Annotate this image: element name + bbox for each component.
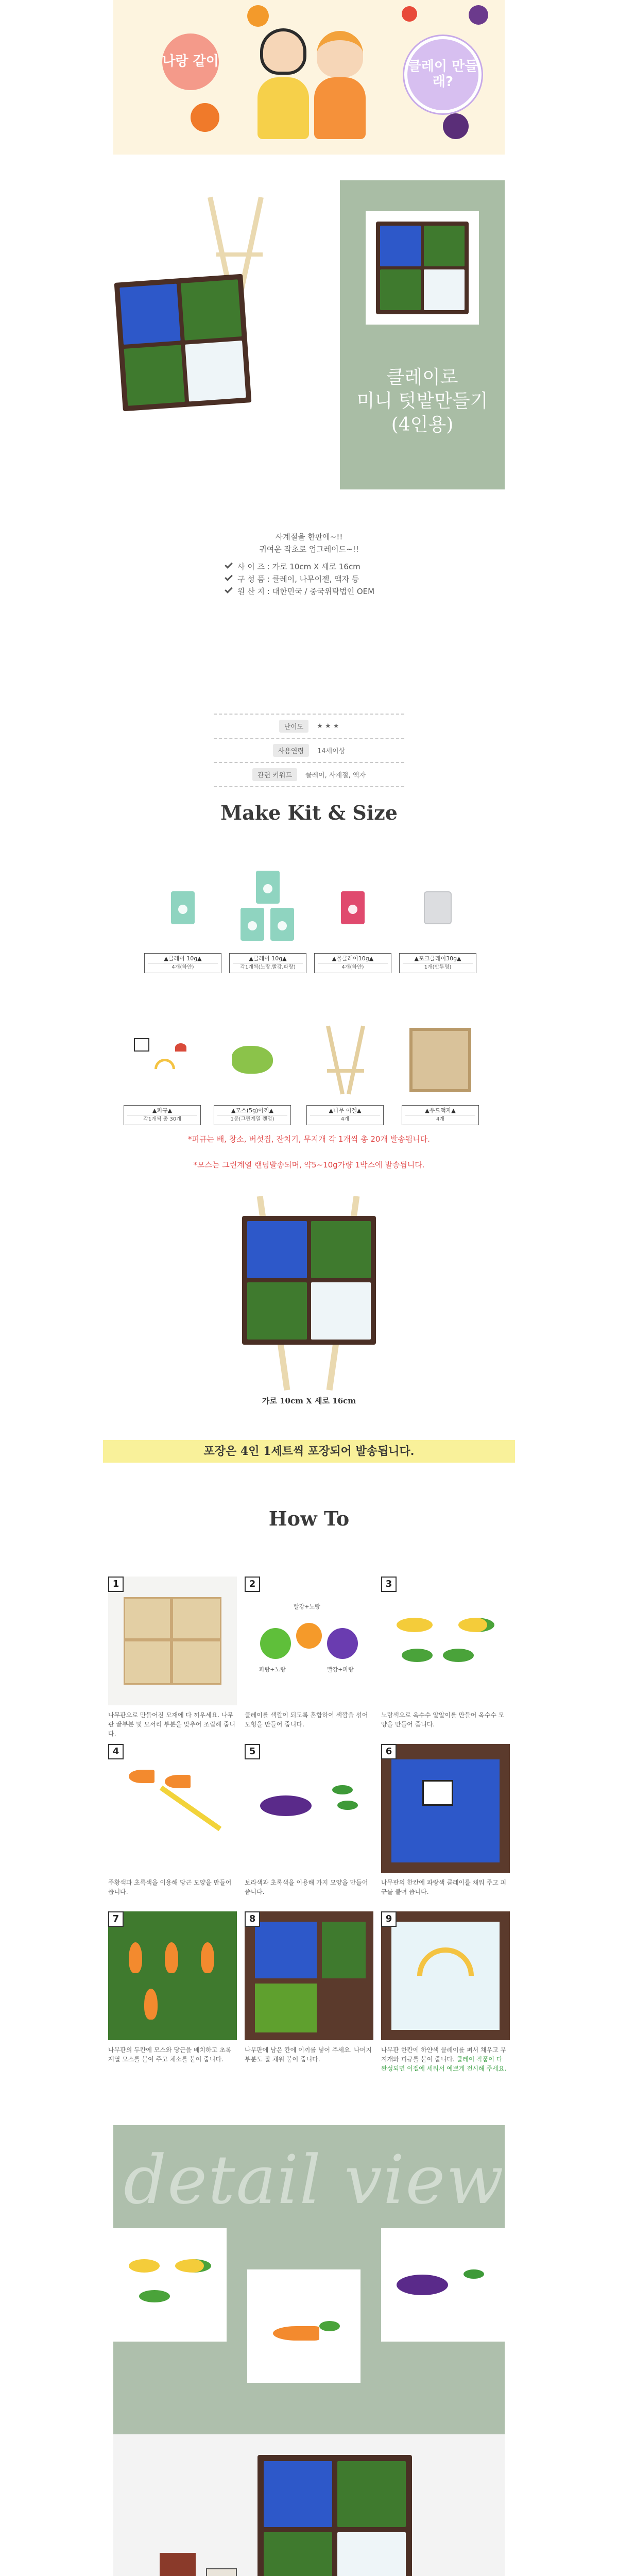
carrot-clay [129, 1942, 142, 1973]
girl-illustration [260, 28, 306, 75]
moss-cell [255, 1984, 317, 2032]
kit-item [144, 871, 221, 973]
step-number: 3 [381, 1577, 397, 1592]
kit-item [214, 1023, 291, 1125]
kit-item [402, 1023, 479, 1125]
detail-photo-corn [113, 2228, 227, 2342]
boy-illustration [317, 31, 363, 77]
blue-clay-cell [255, 1922, 317, 1978]
intro-line: 사계절을 한판에~!! [275, 532, 343, 541]
grape-illustration [469, 5, 488, 25]
divider [214, 738, 404, 739]
clay-pouch [256, 871, 280, 904]
carrot-cell [322, 1922, 366, 1978]
detail-photo-carrot [247, 2269, 360, 2383]
step-6 [381, 1744, 510, 1896]
step-text: 보라색과 초록색을 이용해 가지 모양을 만들어 줍니다. [245, 1879, 368, 1895]
packaging-note: 포장은 4인 1세트씩 포장되어 발송됩니다. [103, 1440, 515, 1463]
clay-ball-green [260, 1628, 291, 1659]
check-icon [225, 585, 233, 594]
carrot-clay [129, 1770, 154, 1783]
tomato-illustration [402, 6, 417, 22]
easel [347, 1026, 365, 1095]
kit-item [306, 1023, 384, 1125]
figure-boat [422, 1780, 453, 1806]
kit-label: ▲물클레이10g▲ 4개(하얀) [314, 953, 391, 973]
clay-pouch [171, 891, 195, 924]
clay-pouch [270, 908, 294, 941]
step-number: 6 [381, 1744, 397, 1759]
size-caption: 가로 10cm X 세로 16cm [262, 1396, 356, 1405]
step-text: 주황색과 초록색을 이용해 당근 모양을 만들어 줍니다. [108, 1879, 232, 1895]
figure-rainbow [154, 1059, 175, 1069]
kit-box-photo [242, 1216, 376, 1345]
orange-illustration [247, 5, 269, 27]
clay-tool [160, 1786, 221, 1831]
corn-clay [458, 1618, 494, 1632]
step-number: 8 [245, 1911, 260, 1927]
age-row: 사용연령 14세이상 [0, 744, 618, 757]
leaf-clay [443, 1649, 474, 1662]
detail-section [113, 2125, 505, 2576]
step-number: 2 [245, 1577, 260, 1592]
carrot-clay [165, 1775, 191, 1788]
product-info [0, 531, 618, 598]
product-photo [113, 180, 340, 489]
easel [216, 252, 263, 257]
check-icon [225, 573, 233, 581]
wood-frame [409, 1028, 471, 1092]
banner-bubble-right: 클레이 만들래? [404, 36, 482, 113]
figure-mushroom [175, 1043, 186, 1052]
divider [214, 714, 404, 715]
leaf-clay [332, 1785, 353, 1794]
step-4 [108, 1744, 237, 1896]
size-photo [221, 1195, 397, 1391]
check-icon [225, 561, 233, 569]
banner-bubble-left: 나랑 같이 [162, 33, 219, 90]
kit-item [314, 871, 391, 973]
info-item: 사 이 즈 : 가로 10cm X 세로 16cm [224, 561, 394, 573]
make-kit-heading: Make Kit & Size [0, 801, 618, 824]
product-title-panel [340, 180, 505, 489]
step-1 [108, 1577, 237, 1738]
step-5 [245, 1744, 373, 1896]
step-9 [381, 1911, 510, 2073]
clay-ball-purple [327, 1628, 358, 1659]
notice-moss: *모스는 그린계열 랜덤발송되며, 약5~10g가량 1박스에 발송됩니다. [193, 1160, 425, 1170]
detail-photo-scene [113, 2434, 505, 2576]
grape-illustration [443, 113, 469, 139]
step-number: 1 [108, 1577, 124, 1592]
eggplant-clay [260, 1795, 312, 1816]
carrot-clay [201, 1942, 214, 1973]
kit-box-photo [114, 274, 252, 412]
keywords-row: 관련 키워드 클레이, 사계절, 액자 [0, 768, 618, 781]
difficulty-stars: ★ ★ ★ [317, 722, 339, 730]
notice-figures: *피규는 배, 창소, 버섯집, 잔치기, 무지개 각 1개씩 총 20개 발송됩니다. [188, 1134, 430, 1144]
step-7 [108, 1911, 237, 2064]
detail-photo-eggplant [381, 2228, 505, 2342]
step-2 [245, 1577, 373, 1729]
carrot-clay [144, 1989, 158, 2020]
step-text: 나무판으로 만들어진 모재에 다 끼우세요. 나무판 끝부분 및 모서리 부분을 맞추어 조립해 줍니다. [108, 1711, 235, 1737]
product-title: 클레이로 미니 텃밭만들기 (4인용) [356, 367, 488, 435]
step-text: 나무판에 남은 칸에 이끼를 넣어 주세요. 나머지 부분도 잘 채워 붙여 줍니다. [245, 2046, 372, 2063]
leaf-clay [337, 1801, 358, 1810]
step-number: 9 [381, 1911, 397, 1927]
divider [214, 762, 404, 763]
leaf-clay [402, 1649, 433, 1662]
mix-label: 빨강+파랑 [327, 1666, 354, 1673]
mix-label: 빨강+노랑 [294, 1603, 320, 1610]
mini-house [160, 2553, 196, 2576]
orange-illustration [191, 103, 219, 132]
moss [232, 1046, 273, 1074]
step-number: 7 [108, 1911, 124, 1927]
carrot-clay [165, 1942, 178, 1973]
boy-shirt [314, 77, 366, 139]
step-number: 4 [108, 1744, 124, 1759]
kit-label: ▲포크클레이30g▲ 1개(반투명) [399, 953, 476, 973]
white-clay-cell [391, 1922, 500, 2030]
how-to-heading: How To [0, 1507, 618, 1530]
kit-label: ▲나무 이젤▲ 4개 [306, 1105, 384, 1125]
info-item: 구 성 품 : 클레이, 나무이젤, 액자 등 [224, 573, 394, 585]
kit-label: ▲클레이 10g▲ 각1개씩(노랑,빨강,파랑) [229, 953, 306, 973]
mini-house [206, 2568, 237, 2576]
corn-clay [397, 1618, 433, 1632]
girl-dress [258, 77, 309, 139]
step-text: 나무판의 한칸에 파랑색 클레이를 채워 주고 피규를 붙여 줍니다. [381, 1879, 507, 1895]
kit-label: ▲우드액자▲ 4개 [402, 1105, 479, 1125]
kit-label: ▲모스(5g)이끼▲ 1봉(그린계열 랜덤) [214, 1105, 291, 1125]
mix-label: 파랑+노랑 [259, 1666, 286, 1673]
step-text: 나무판의 두칸에 모스와 당근을 배치하고 초록 계열 모스를 붙여 주고 채소를 붙여 줍니다. [108, 2046, 232, 2063]
clay-ball-orange [296, 1623, 322, 1649]
clay-pouch [241, 908, 264, 941]
top-banner [113, 0, 505, 155]
product-thumbnail [366, 211, 479, 325]
spec-table [0, 714, 618, 787]
blue-clay-cell [391, 1759, 500, 1862]
easel [326, 1026, 345, 1095]
foam-clay-bag [424, 891, 452, 924]
info-list [224, 561, 394, 598]
figure-boat [134, 1038, 149, 1052]
kit-box-photo [258, 2455, 412, 2576]
step-text: 나무판 한칸에 하얀색 클레이를 펴서 채우고 무지개와 피규를 붙여 줍니다. 클레이 작품이 다 완성되면 이젤에 세워서 예쁘게 전시해 주세요. [381, 2046, 507, 2072]
kit-item [124, 1023, 201, 1125]
product-section [113, 180, 505, 489]
kit-item [399, 871, 476, 973]
kit-label: ▲클레이 10g▲ 4개(하얀) [144, 953, 221, 973]
easel [327, 1069, 364, 1073]
difficulty-row: 난이도 ★ ★ ★ [0, 720, 618, 733]
step-text: 클레이를 색깔이 되도록 혼합하여 색깔을 섞어 모형을 만들어 줍니다. [245, 1711, 368, 1728]
kit-item [229, 871, 306, 973]
step-number: 5 [245, 1744, 260, 1759]
step-8 [245, 1911, 373, 2064]
step-text: 노랑색으로 옥수수 알알이를 만들어 옥수수 모양을 만들어 줍니다. [381, 1711, 505, 1728]
kit-label: ▲피규▲ 각1개씩 총 30개 [124, 1105, 201, 1125]
intro-line: 귀여운 작초로 업그레이드~!! [259, 545, 359, 554]
clay-pouch [341, 891, 365, 924]
info-item: 원 산 지 : 대한민국 / 중국위탁법인 OEM [224, 585, 394, 598]
detail-heading: detail view [124, 2141, 505, 2219]
divider [214, 786, 404, 787]
step-3 [381, 1577, 510, 1729]
